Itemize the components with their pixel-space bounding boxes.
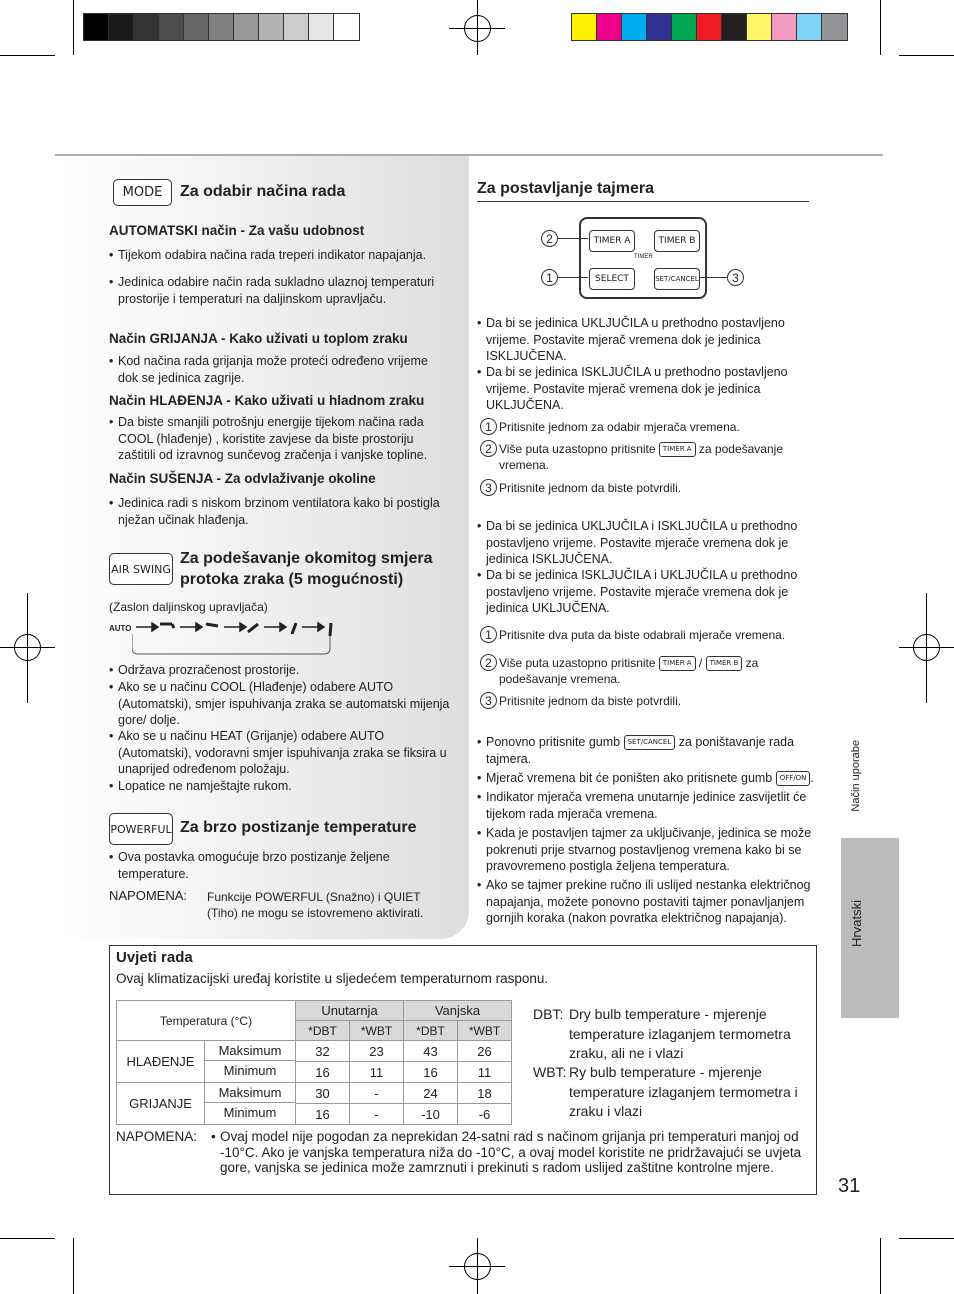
kind-cell: Minimum bbox=[223, 1105, 277, 1120]
table-cell: 16 bbox=[404, 1062, 458, 1083]
off-on-inline-icon: OFF/ON bbox=[776, 771, 811, 786]
crop-mark bbox=[73, 1238, 74, 1294]
color-swatch bbox=[109, 14, 134, 40]
timer-note-1 bbox=[477, 734, 807, 767]
remote-timer-a-button: TIMER A bbox=[589, 230, 635, 252]
table-dbt-header: *DBT bbox=[404, 1021, 458, 1041]
note1-post: za poništavanje rada tajmera. bbox=[486, 735, 795, 766]
remote-timer-label: TIMER bbox=[634, 254, 653, 260]
color-swatch bbox=[722, 14, 747, 40]
s1-step3-text: Pritisnite jednom da biste potvrdili. bbox=[499, 481, 682, 495]
conditions-note-label: NAPOMENA: bbox=[116, 1129, 198, 1144]
crop-mark bbox=[880, 0, 881, 55]
swing-bullet-1: • Održava prozračenost prostorije. bbox=[109, 662, 454, 679]
wbt-label: WBT: bbox=[533, 1064, 567, 1080]
color-swatch bbox=[184, 14, 209, 40]
timer-a-inline-icon: TIMER A bbox=[659, 656, 696, 671]
table-row bbox=[117, 1041, 512, 1062]
s2-step2-text bbox=[499, 655, 809, 687]
table-row-mode bbox=[117, 1083, 296, 1125]
table-cell: 26 bbox=[458, 1041, 512, 1062]
mode-cell: HLAĐENJE bbox=[117, 1041, 205, 1082]
kind-cell: Maksimum bbox=[205, 1083, 295, 1103]
table-cell: -6 bbox=[458, 1104, 512, 1125]
table-cell: 30 bbox=[296, 1083, 350, 1104]
crop-mark bbox=[0, 55, 55, 56]
heat-heading: Način GRIJANJA - Kako uživati u toplom zraku bbox=[109, 331, 408, 346]
s2-step3-number: 3 bbox=[480, 692, 497, 709]
powerful-bullet-1: • Ova postavka omogućuje brzo postizanje željene temperature. bbox=[109, 849, 429, 882]
table-cell: - bbox=[350, 1083, 404, 1104]
callout-1: 1 bbox=[541, 269, 558, 286]
page-number: 31 bbox=[838, 1175, 861, 1197]
auto-heading: AUTOMATSKI način - Za vašu udobnost bbox=[109, 223, 365, 238]
timer-title: Za postavljanje tajmera bbox=[477, 180, 654, 197]
conditions-note-text: • Ovaj model nije pogodan za neprekidan 24-satni rad s načinom grijanja pri temperaturi manjoj od -10°C. Ako je vanjska temperatura niža do -10°C, a ovaj model koristite ne pridržavajući se uvjeta gore, vanjska se jedinica može zamrznuti i prekinuti s radom uslijed zaštitne kontrolne mjere. bbox=[211, 1129, 815, 1176]
powerful-button-icon: POWERFUL bbox=[109, 813, 173, 845]
timer-b-inline-icon: TIMER B bbox=[706, 656, 743, 671]
color-swatch bbox=[334, 14, 359, 40]
timer-s1-bullet-1: • Da bi se jedinica UKLJUČILA u prethodno postavljeno vrijeme. Postavite mjerač vremena dok je jedinica ISKLJUČENA. bbox=[477, 315, 807, 365]
dbt-definition: Dry bulb temperature - mjerenje temperature izlaganjem termometra zraku, ali ne i vlazi bbox=[569, 1006, 791, 1061]
s2-step1-text: Pritisnite dva puta da biste odabrali mjerače vremena. bbox=[499, 628, 786, 642]
table-cell: 16 bbox=[296, 1062, 350, 1083]
table-row bbox=[117, 1083, 512, 1104]
swing-bullet-4: • Lopatice ne namještajte rukom. bbox=[109, 778, 454, 795]
air-swing-button-icon: AIR SWING bbox=[109, 553, 173, 585]
grayscale-strip bbox=[83, 13, 360, 41]
table-cell: 32 bbox=[296, 1041, 350, 1062]
note2-pre: Mjerač vremena bit će poništen ako pritisnete gumb bbox=[486, 771, 773, 785]
kind-cell: Minimum bbox=[223, 1063, 277, 1078]
callout-2: 2 bbox=[541, 230, 558, 247]
swing-sequence-diagram bbox=[132, 618, 337, 658]
auto-bullet-1: • Tijekom odabira načina rada treperi indikator napajanja. bbox=[109, 247, 459, 264]
color-swatch bbox=[209, 14, 234, 40]
swing-bullet-3: • Ako se u načinu HEAT (Grijanje) odabere AUTO (Automatski), vodoravni smjer ispuhivanja zraka se fiksira u unaprijed određenom položaju. bbox=[109, 728, 454, 778]
registration-mark bbox=[14, 634, 41, 661]
table-wbt-header: *WBT bbox=[458, 1021, 512, 1041]
s1-step1-text: Pritisnite jednom za odabir mjerača vremena. bbox=[499, 420, 740, 434]
crop-mark bbox=[0, 1238, 55, 1239]
color-swatch bbox=[622, 14, 647, 40]
side-label-usage: Način uporabe bbox=[850, 740, 862, 812]
swing-screen-label: (Zaslon daljinskog upravljača) bbox=[109, 600, 268, 614]
timer-title-rule bbox=[477, 201, 809, 202]
callout-2-line bbox=[558, 238, 588, 239]
s2-step1-number: 1 bbox=[480, 626, 497, 643]
cool-heading: Način HLAĐENJA - Kako uživati u hladnom zraku bbox=[109, 393, 425, 408]
conditions-intro: Ovaj klimatizacijski uređaj koristite u sljedećem temperaturnom rasponu. bbox=[116, 971, 549, 986]
color-swatch bbox=[772, 14, 797, 40]
powerful-title: Za brzo postizanje temperature bbox=[180, 819, 417, 836]
s1-step2-post: za podešavanje vremena. bbox=[499, 442, 783, 473]
color-swatch bbox=[309, 14, 334, 40]
timer-note-5: • Ako se tajmer prekine ručno ili uslijed nestanka električnog napajanja, možete ponovno postaviti tajmer ponavljanjem gornjih koraka (nakon povratka električnog napajanja). bbox=[477, 877, 817, 927]
s2-step2-mid: / bbox=[698, 656, 703, 670]
remote-timer-b-button: TIMER B bbox=[654, 230, 700, 252]
color-strip bbox=[571, 13, 848, 41]
s2-step3-text: Pritisnite jednom da biste potvrdili. bbox=[499, 694, 682, 708]
color-swatch bbox=[822, 14, 847, 40]
crop-mark bbox=[899, 55, 954, 56]
auto-bullet-2: • Jedinica odabire način rada sukladno ulaznoj temperaturi prostorije i temperaturi na daljinskom upravljaču. bbox=[109, 274, 449, 307]
registration-mark bbox=[464, 1253, 491, 1280]
mode-title: Za odabir načina rada bbox=[180, 183, 346, 200]
table-cell: -10 bbox=[404, 1104, 458, 1125]
color-swatch bbox=[672, 14, 697, 40]
cool-bullet-1: • Da biste smanjili potrošnju energije tijekom načina rada COOL (hlađenje) , koristite zavjese da biste prostoriju zaštitili od izravnog sunčevog zračenja i vanjske topline. bbox=[109, 414, 449, 464]
s1-step1-number: 1 bbox=[480, 418, 497, 435]
callout-3-line bbox=[700, 277, 727, 278]
timer-note-2: • Mjerač vremena bit će poništen ako pritisnete gumb OFF/ON . bbox=[477, 770, 817, 787]
color-swatch bbox=[747, 14, 772, 40]
color-swatch bbox=[234, 14, 259, 40]
table-cell: - bbox=[350, 1104, 404, 1125]
table-outdoor-header: Vanjska bbox=[404, 1001, 512, 1021]
s2-step2-pre: Više puta uzastopno pritisnite bbox=[499, 656, 656, 670]
registration-mark bbox=[913, 634, 940, 661]
table-row-mode bbox=[117, 1041, 296, 1083]
table-indoor-header: Unutarnja bbox=[296, 1001, 404, 1021]
table-cell: 16 bbox=[296, 1104, 350, 1125]
color-swatch bbox=[259, 14, 284, 40]
remote-set-cancel-button: SET/CANCEL bbox=[654, 268, 700, 290]
dry-bullet-1: • Jedinica radi s niskom brzinom ventilatora kako bi postigla nježan učinak hlađenja. bbox=[109, 495, 449, 528]
mode-cell: GRIJANJE bbox=[117, 1083, 205, 1124]
s2-step2-post: za podešavanje vremena. bbox=[499, 656, 759, 687]
timer-s2-bullet-1: • Da bi se jedinica UKLJUČILA i ISKLJUČILA u prethodno postavljeno vrijeme. Postavite mjerače vremena dok je jedinica ISKLJUČENA. bbox=[477, 518, 807, 568]
callout-3: 3 bbox=[727, 269, 744, 286]
swing-auto-label: AUTO bbox=[109, 624, 132, 633]
s1-step3-number: 3 bbox=[480, 479, 497, 496]
temperature-table bbox=[116, 1000, 512, 1125]
mode-button-icon: MODE bbox=[113, 179, 172, 206]
table-cell: 11 bbox=[350, 1062, 404, 1083]
timer-note-3: • Indikator mjerača vremena unutarnje jedinice zasvijetlit će tijekom rada mjerača vremena. bbox=[477, 789, 812, 822]
table-cell: 43 bbox=[404, 1041, 458, 1062]
s2-step2-number: 2 bbox=[480, 654, 497, 671]
dbt-label: DBT: bbox=[533, 1006, 564, 1022]
crop-mark bbox=[899, 1238, 954, 1239]
callout-1-line bbox=[558, 277, 588, 278]
heat-bullet-1: • Kod načina rada grijanja može proteći određeno vrijeme dok se jedinica zagrije. bbox=[109, 353, 449, 386]
s1-step2-pre: Više puta uzastopno pritisnite bbox=[499, 442, 656, 456]
remote-select-button: SELECT bbox=[589, 268, 635, 290]
color-swatch bbox=[284, 14, 309, 40]
color-swatch bbox=[159, 14, 184, 40]
registration-mark bbox=[464, 15, 491, 42]
swing-bullet-2: • Ako se u načinu COOL (Hlađenje) odabere AUTO (Automatski), smjer ispuhivanja zraka se automatski mijenja gore/ dolje. bbox=[109, 679, 459, 729]
note1-pre: Ponovno pritisnite gumb bbox=[486, 735, 621, 749]
wbt-definition: Ry bulb temperature - mjerenje temperature izlaganjem termometra i zraku i vlazi bbox=[569, 1064, 798, 1119]
timer-s1-bullet-2: • Da bi se jedinica ISKLJUČILA u prethodno postavljeno vrijeme. Postavite mjerač vremena dok je jedinica UKLJUČENA. bbox=[477, 364, 807, 414]
kind-cell: Maksimum bbox=[205, 1041, 295, 1061]
conditions-title: Uvjeti rada bbox=[116, 949, 193, 966]
powerful-note-label: NAPOMENA: bbox=[109, 888, 188, 903]
crop-mark bbox=[73, 0, 74, 55]
swing-title: Za podešavanje okomitog smjera protoka zraka (5 mogućnosti) bbox=[180, 550, 433, 588]
s1-step2-number: 2 bbox=[480, 440, 497, 457]
table-cell: 24 bbox=[404, 1083, 458, 1104]
color-swatch bbox=[697, 14, 722, 40]
color-swatch bbox=[797, 14, 822, 40]
color-swatch bbox=[572, 14, 597, 40]
crop-mark bbox=[880, 1238, 881, 1294]
s1-step2-text bbox=[499, 441, 809, 473]
table-corner: Temperatura (°C) bbox=[117, 1001, 296, 1041]
color-swatch bbox=[84, 14, 109, 40]
table-wbt-header: *WBT bbox=[350, 1021, 404, 1041]
table-cell: 11 bbox=[458, 1062, 512, 1083]
color-swatch bbox=[597, 14, 622, 40]
timer-remote-diagram bbox=[579, 217, 707, 299]
table-dbt-header: *DBT bbox=[296, 1021, 350, 1041]
color-swatch bbox=[647, 14, 672, 40]
table-cell: 18 bbox=[458, 1083, 512, 1104]
dry-heading: Način SUŠENJA - Za odvlaživanje okoline bbox=[109, 471, 376, 486]
powerful-note-text: Funkcije POWERFUL (Snažno) i QUIET (Tiho) ne mogu se istovremeno aktivirati. bbox=[207, 890, 424, 920]
color-swatch bbox=[134, 14, 159, 40]
timer-a-inline-icon: TIMER A bbox=[659, 442, 696, 457]
language-tab-label: Hrvatski bbox=[849, 900, 864, 947]
timer-note-4: • Kada je postavljen tajmer za uključivanje, jedinica se može pokrenuti prije stvarnog postavljenog vremena kako bi se pravovremeno postigla željena temperatura. bbox=[477, 825, 817, 875]
set-cancel-inline-icon: SET/CANCEL bbox=[624, 735, 676, 750]
timer-s2-bullet-2: • Da bi se jedinica ISKLJUČILA i UKLJUČILA u prethodno postavljeno vrijeme. Postavite mjerače vremena dok je jedinica UKLJUČENA. bbox=[477, 567, 807, 617]
table-cell: 23 bbox=[350, 1041, 404, 1062]
